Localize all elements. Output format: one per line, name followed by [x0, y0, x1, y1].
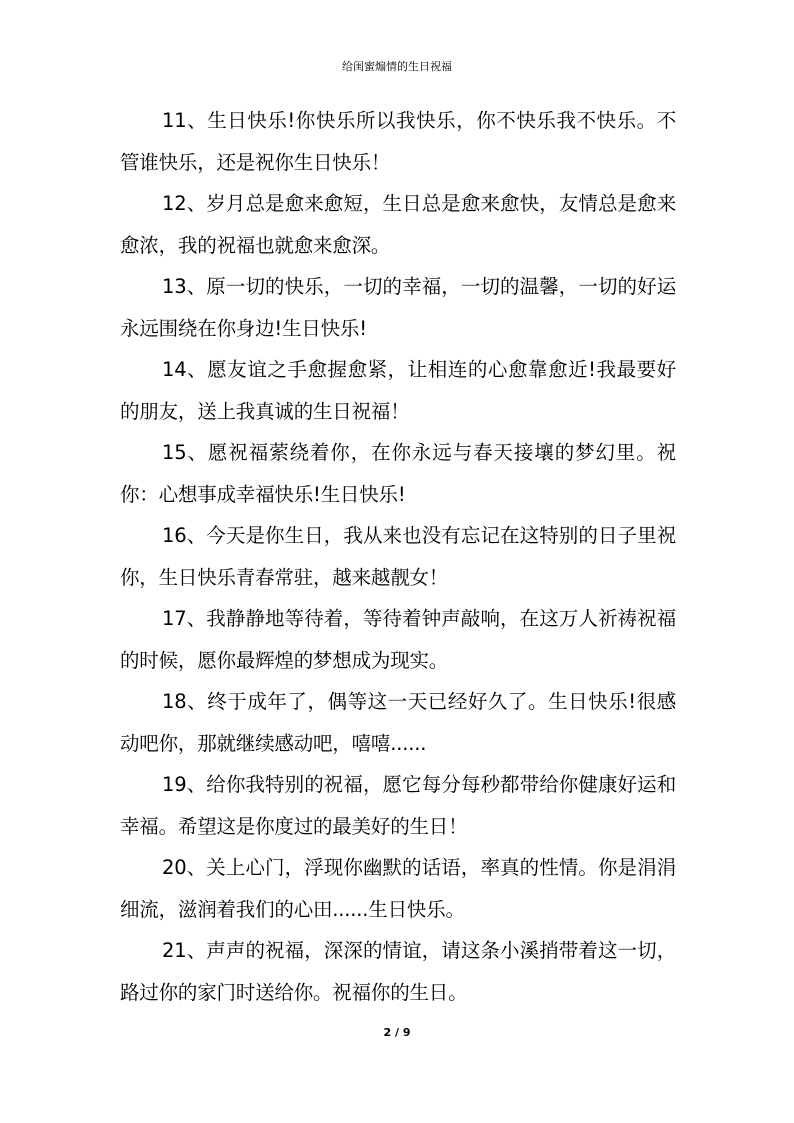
paragraph-14: 14、愿友谊之手愈握愈紧，让相连的心愈靠愈近!我最要好的朋友，送上我真诚的生日祝福！ [120, 358, 676, 423]
document-title: 给闺蜜煽情的生日祝福 [342, 60, 452, 73]
paragraph-20: 20、关上心门，浮现你幽默的话语，率真的性情。你是涓涓细流，滋润着我们的心田......生日快乐。 [120, 856, 676, 921]
paragraph-21: 21、声声的祝福，深深的情谊，请这条小溪捎带着这一切，路过你的家门时送给你。祝福你的生日。 [120, 939, 676, 1004]
document-body [120, 100, 676, 1013]
paragraph-11: 11、生日快乐!你快乐所以我快乐，你不快乐我不快乐。不管谁快乐，还是祝你生日快乐！ [120, 109, 676, 174]
paragraph-13: 13、原一切的快乐，一切的幸福，一切的温馨，一切的好运永远围绕在你身边!生日快乐! [120, 275, 676, 340]
paragraph-16: 16、今天是你生日，我从来也没有忘记在这特别的日子里祝你，生日快乐青春常驻，越来越靓女！ [120, 524, 676, 589]
paragraph-12: 12、岁月总是愈来愈短，生日总是愈来愈快，友情总是愈来愈浓，我的祝福也就愈来愈深。 [120, 192, 676, 257]
paragraph-15: 15、愿祝福萦绕着你，在你永远与春天接壤的梦幻里。祝你：心想事成幸福快乐!生日快乐! [120, 441, 676, 506]
page-number: 2 / 9 [383, 1026, 411, 1039]
paragraph-17: 17、我静静地等待着，等待着钟声敲响，在这万人祈祷祝福的时候，愿你最辉煌的梦想成为现实。 [120, 607, 676, 672]
page-footer [0, 1026, 794, 1040]
page-header [0, 60, 794, 74]
paragraph-18: 18、终于成年了，偶等这一天已经好久了。生日快乐!很感动吧你，那就继续感动吧，嘻嘻...... [120, 690, 676, 755]
paragraph-19: 19、给你我特别的祝福，愿它每分每秒都带给你健康好运和幸福。希望这是你度过的最美好的生日！ [120, 773, 676, 838]
